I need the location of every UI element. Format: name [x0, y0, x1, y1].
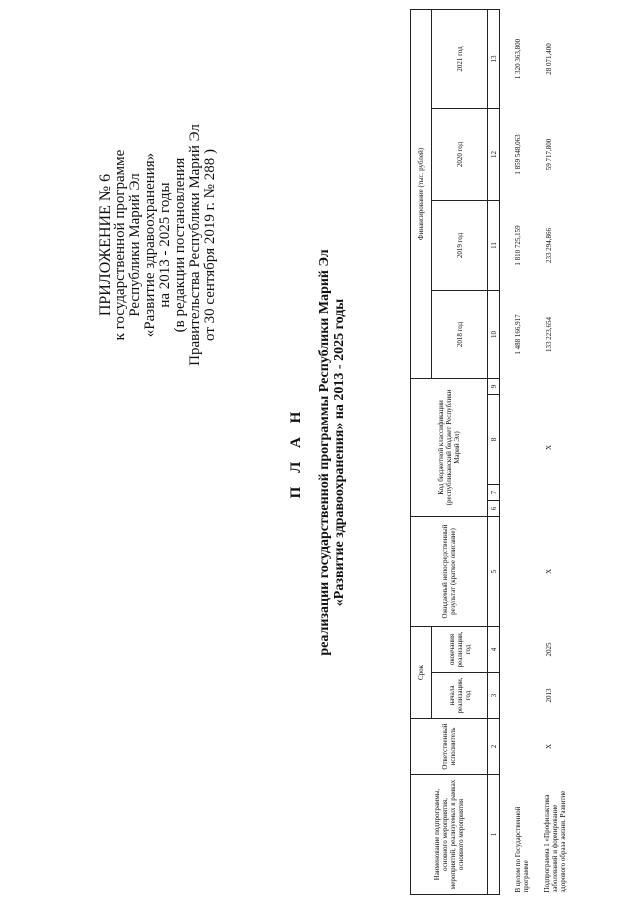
header-term-end: окончания реализации, год	[432, 626, 488, 672]
col-number: 1	[488, 775, 500, 895]
col-number: 6	[488, 500, 500, 516]
header-name: Наименование подпрограммы, основного мероприятия, мероприятий, реализуемых в рамках основного мероприятия	[411, 775, 488, 895]
row-name: В целом по Государственной программе	[514, 806, 530, 893]
appendix-line: Республики Марий Эл	[127, 173, 143, 317]
header-financing: Финансирование (тыс. рублей)	[411, 9, 432, 378]
subtitle-line: «Развитие здравоохранения» на 2013 - 2025 годы	[332, 298, 347, 607]
col-number: 11	[488, 200, 500, 290]
page-title: П Л А Н	[288, 406, 304, 499]
row-f2019: 1 810 725,159	[514, 225, 522, 266]
row-start	[500, 673, 532, 719]
page-subtitle	[317, 0, 347, 905]
col-number: 7	[488, 484, 500, 500]
row-f2020: 1 859 548,063	[514, 134, 522, 175]
col-number: 13	[488, 9, 500, 108]
header-term-start: начала реализации, год	[432, 673, 488, 719]
col-number: 3	[488, 673, 500, 719]
row-executor: Х	[545, 743, 553, 750]
row-code: Х	[545, 444, 553, 451]
row-f2018: 1 488 166,917	[514, 314, 522, 355]
header-budget-code: Код бюджетной классификации (республиканский бюджет Республики Марий Эл)	[411, 378, 488, 516]
col-number: 4	[488, 626, 500, 672]
row-f2018: 133 223,654	[545, 316, 553, 352]
appendix-line: Правительства Республики Марий Эл	[187, 124, 203, 366]
row-name: Подпрограмма 1 «Профилактика заболеваний и формирование здорового образа жизни. Развитие	[543, 790, 567, 893]
header-year: 2020 год	[432, 108, 488, 200]
header-term: Срок	[411, 626, 432, 718]
header-year: 2021 год	[432, 9, 488, 108]
row-end: 2025	[545, 642, 553, 657]
row-end	[500, 626, 532, 672]
subtitle-line: реализации государственной программы Республики Марий Эл	[317, 249, 332, 656]
appendix-line: от 30 сентября 2019 г. № 288 )	[202, 149, 218, 341]
plan-table	[410, 10, 638, 895]
row-executor	[500, 719, 532, 775]
table-header-row	[411, 9, 432, 894]
row-result: Х	[545, 568, 553, 575]
col-number: 8	[488, 394, 500, 484]
appendix-line: к государственной программе	[112, 149, 128, 341]
table-row	[500, 9, 532, 894]
appendix-header	[98, 105, 218, 385]
row-f2021: 1 320 363,800	[514, 38, 522, 80]
column-number-row	[488, 9, 500, 894]
appendix-line: ПРИЛОЖЕНИЕ № 6	[97, 173, 114, 317]
col-number: 9	[488, 378, 500, 394]
header-year: 2019 год	[432, 200, 488, 290]
row-code	[500, 378, 532, 516]
col-number: 10	[488, 290, 500, 378]
col-number: 2	[488, 719, 500, 775]
row-start: 2013	[545, 688, 553, 703]
header-result: Ожидаемый непосредственный результат (краткое описание)	[411, 516, 488, 626]
col-number: 12	[488, 108, 500, 200]
table-row	[531, 9, 568, 894]
row-f2019: 233 294,866	[545, 227, 553, 263]
row-result	[500, 516, 532, 626]
col-number: 5	[488, 516, 500, 626]
appendix-line: (в редакции постановления	[172, 157, 188, 333]
row-f2021: 28 071,400	[545, 43, 553, 75]
appendix-line: «Развитие здравоохранения»	[142, 152, 158, 338]
header-executor: Ответственный исполнитель	[411, 719, 488, 775]
header-year: 2018 год	[432, 290, 488, 378]
title-block	[288, 0, 347, 905]
appendix-line: на 2013 - 2025 годы	[157, 182, 173, 308]
row-f2020: 59 717,800	[545, 138, 553, 171]
